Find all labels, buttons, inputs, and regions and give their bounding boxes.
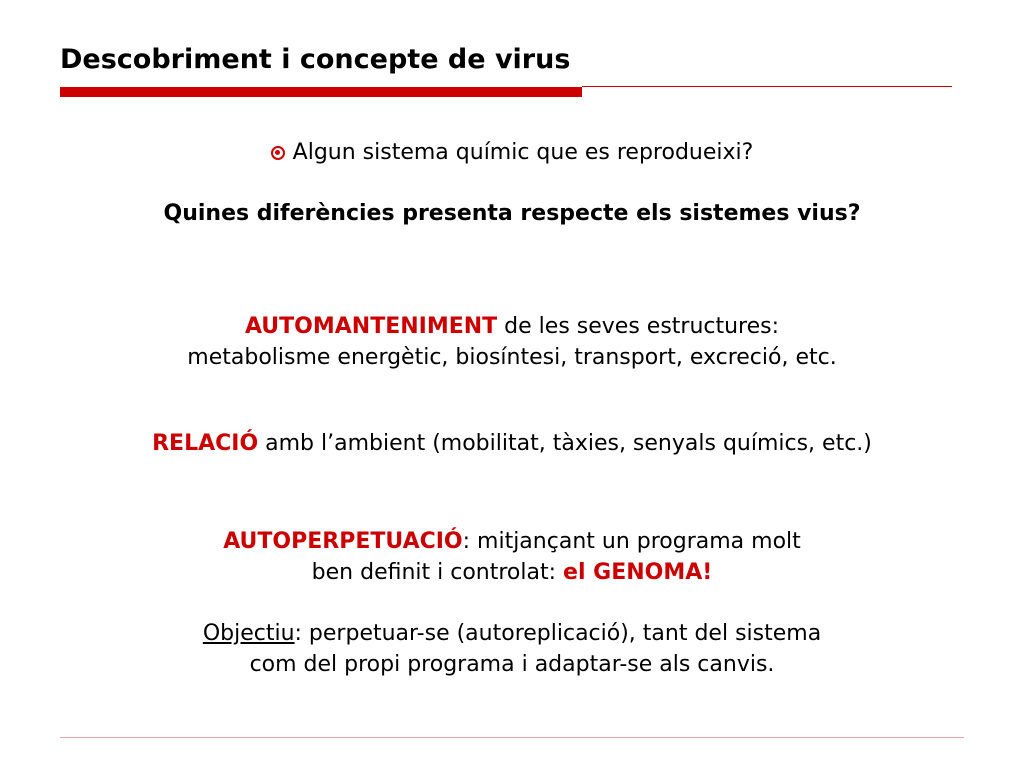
relacio-line bbox=[0, 429, 1024, 459]
relacio-keyword: RELACIÓ bbox=[152, 431, 259, 456]
automanteniment-line-2: metabolisme energètic, biosíntesi, transport, excreció, etc. bbox=[187, 345, 837, 370]
bullet-text: Algun sistema químic que es reprodueixi? bbox=[292, 140, 754, 165]
genoma-highlight: el GENOMA! bbox=[563, 560, 713, 585]
automanteniment-rest: de les seves estructures: bbox=[497, 314, 780, 339]
automanteniment-keyword: AUTOMANTENIMENT bbox=[244, 314, 498, 339]
title-underline-bar bbox=[60, 87, 582, 97]
autoperpetuacio-line-1 bbox=[0, 527, 1024, 557]
autoperpetuacio-line-2 bbox=[0, 558, 1024, 588]
objectiu-line-1 bbox=[0, 619, 1024, 649]
automanteniment-line-1 bbox=[0, 312, 1024, 342]
autoperpetuacio-line2-prefix: ben definit i controlat: bbox=[311, 560, 564, 585]
footer-divider bbox=[60, 737, 964, 738]
objectiu-label: Objectiu bbox=[202, 621, 295, 646]
slide-title: Descobriment i concepte de virus bbox=[60, 44, 571, 75]
objectiu-rest: : perpetuar-se (autoreplicació), tant del sistema bbox=[294, 621, 822, 646]
target-bullet-icon bbox=[271, 146, 285, 160]
autoperpetuacio-rest: : mitjançant un programa molt bbox=[462, 529, 801, 554]
objectiu-line-2: com del propi programa i adaptar-se als canvis. bbox=[249, 652, 775, 677]
question-line: Quines diferències presenta respecte els sistemes vius? bbox=[163, 201, 861, 226]
title-underline-rule bbox=[582, 86, 952, 87]
relacio-rest: amb l’ambient (mobilitat, tàxies, senyals químics, etc.) bbox=[258, 431, 872, 456]
bullet-line bbox=[0, 138, 1024, 168]
autoperpetuacio-keyword: AUTOPERPETUACIÓ bbox=[223, 529, 463, 554]
